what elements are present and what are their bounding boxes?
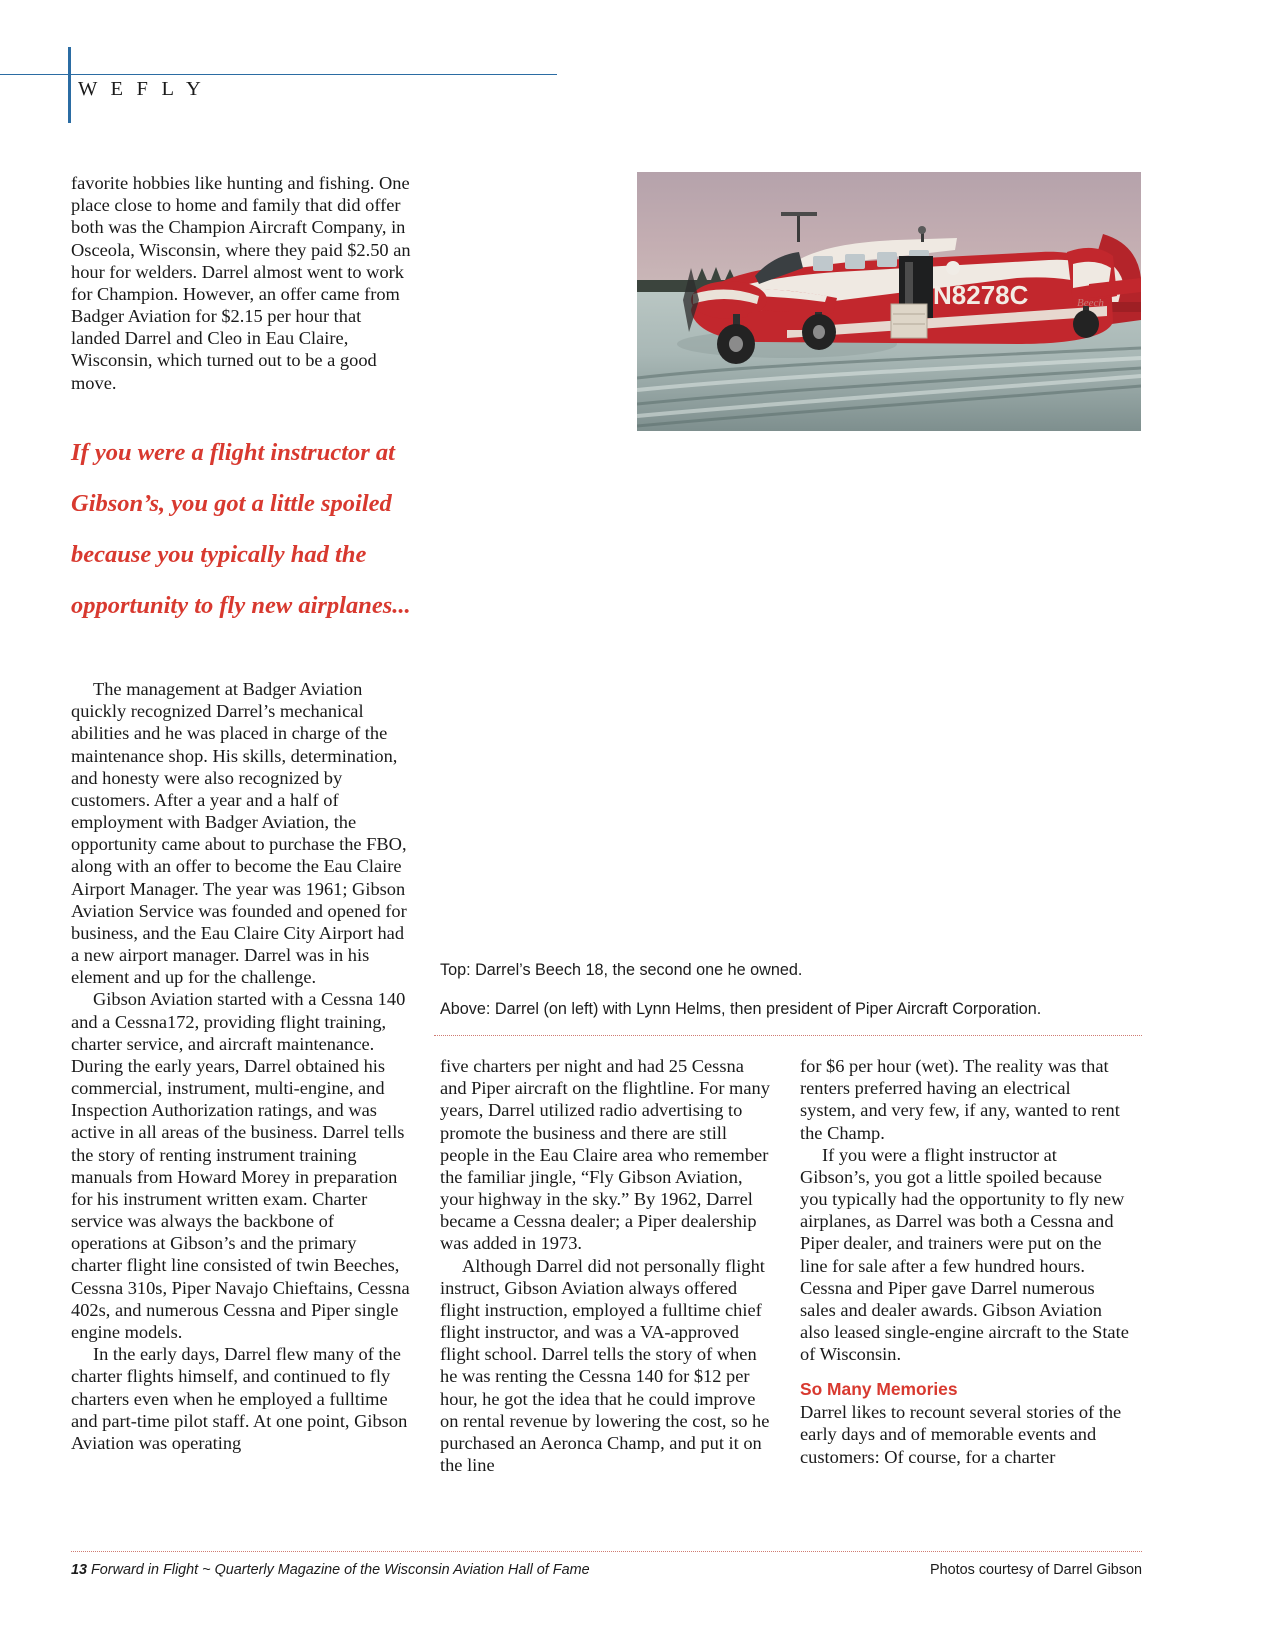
header-vertical-accent-bar [68,47,71,123]
footer-photo-credit: Photos courtesy of Darrel Gibson [930,1562,1142,1578]
footer-magazine-line [71,1562,590,1578]
tail-number-text: N8278C [933,280,1029,310]
subheading-so-many-memories: So Many Memories [800,1379,958,1400]
bottom-column-a [440,1055,770,1476]
header-horizontal-rule [0,74,557,75]
bottom-column-b [800,1055,1130,1468]
paragraph: If you were a flight instructor at Gibson’s, you got a little spoiled because you typically had the opportunity to fly new airplanes, as Darrel was both a Cessna and Piper dealer, and trainers were put on the line for sale after a few hundred hours. Cessna and Piper gave Darrel numerous sales and dealer awards. Gibson Aviation also leased single-engine aircraft to the State of Wisconsin. [800,1144,1129,1365]
beech-18-illustration [637,172,1141,431]
paragraph: for $6 per hour (wet). The reality was that renters preferred having an electrical system, and very few, if any, wanted to rent the Champ. [800,1056,1120,1143]
paragraph: favorite hobbies like hunting and fishing. One place close to home and family that did offer both was the Champion Aircraft Company, in Osceola, Wisconsin, where they paid $2.50 an hour for welders. Darrel almost went to work for Champion. However, an offer came from Badger Aviation for $2.15 per hour that landed Darrel and Cleo in Eau Claire, Wisconsin, which turned out to be a good move. [71,173,411,393]
paragraph: In the early days, Darrel flew many of the charter flights himself, and continued to fly charters even when he employed a fulltime and part-time pilot staff. At one point, Gibson Aviation was operating [71,1344,408,1453]
paragraph: Although Darrel did not personally flight instruct, Gibson Aviation always offered flight instruction, employed a fulltime chief flight instructor, and was a VA-approved flight school. Darrel tells the story of when he was renting the Cessna 140 for $12 per hour, he got the idea that he could improve on rental revenue by lowering the cost, so he purchased an Aeronca Champ, and put it on the line [440,1255,770,1476]
svg-text:Beech: Beech [1077,297,1104,309]
left-column-lower-text [71,678,411,1454]
pull-quote: If you were a flight instructor at Gibson’s, you got a little spoiled because you typically had the opportunity to fly new airplanes... [71,439,411,619]
paragraph: Gibson Aviation started with a Cessna 140 and a Cessna172, providing flight training, charter service, and aircraft maintenance. During the early years, Darrel obtained his commercial, instrument, multi-engine, and Inspection Authorization ratings, and was active in all areas of the business. Darrel tells the story of renting instrument training manuals from Howard Morey in preparation for his instrument written exam. Charter service was always the backbone of operations at Gibson’s and the primary charter flight line consisted of twin Beeches, Cessna 310s, Piper Navajo Chieftains, Cessna 402s, and numerous Cessna and Piper single engine models. [71,989,410,1342]
paragraph: five charters per night and had 25 Cessna and Piper aircraft on the flightline. For many years, Darrel utilized radio advertising to promote the business and there are still people in the Eau Claire area who remember the familiar jingle, “Fly Gibson Aviation, your highway in the sky.” By 1962, Darrel became a Cessna dealer; a Piper dealership was added in 1973. [440,1056,770,1254]
caption-above-photo: Above: Darrel (on left) with Lynn Helms, then president of Piper Aircraft Corporation. [440,1000,1042,1018]
section-title: W E F L Y [78,78,206,100]
page-number: 13 [71,1562,88,1578]
paragraph: Darrel likes to recount several stories of the early days and of memorable events and customers: Of course, for a charter [800,1402,1122,1467]
section-divider-rule [434,1035,1142,1036]
paragraph: The management at Badger Aviation quickly recognized Darrel’s mechanical abilities and he was placed in charge of the maintenance shop. His skills, determination, and honesty were also recognized by customers. After a year and a half of employment with Badger Aviation, the opportunity came about to purchase the FBO, along with an offer to become the Eau Claire Airport Manager. The year was 1961; Gibson Aviation Service was founded and opened for business, and the Eau Claire City Airport had a new airport manager. Darrel was in his element and up for the challenge. [71,679,407,988]
beech-18-photo [637,172,1141,431]
caption-top-photo: Top: Darrel’s Beech 18, the second one he owned. [440,961,803,979]
left-column-upper-text [71,172,411,394]
footer-magazine-title: Forward in Flight ~ Quarterly Magazine of the Wisconsin Aviation Hall of Fame [91,1562,590,1578]
footer-divider-rule [71,1551,1142,1552]
